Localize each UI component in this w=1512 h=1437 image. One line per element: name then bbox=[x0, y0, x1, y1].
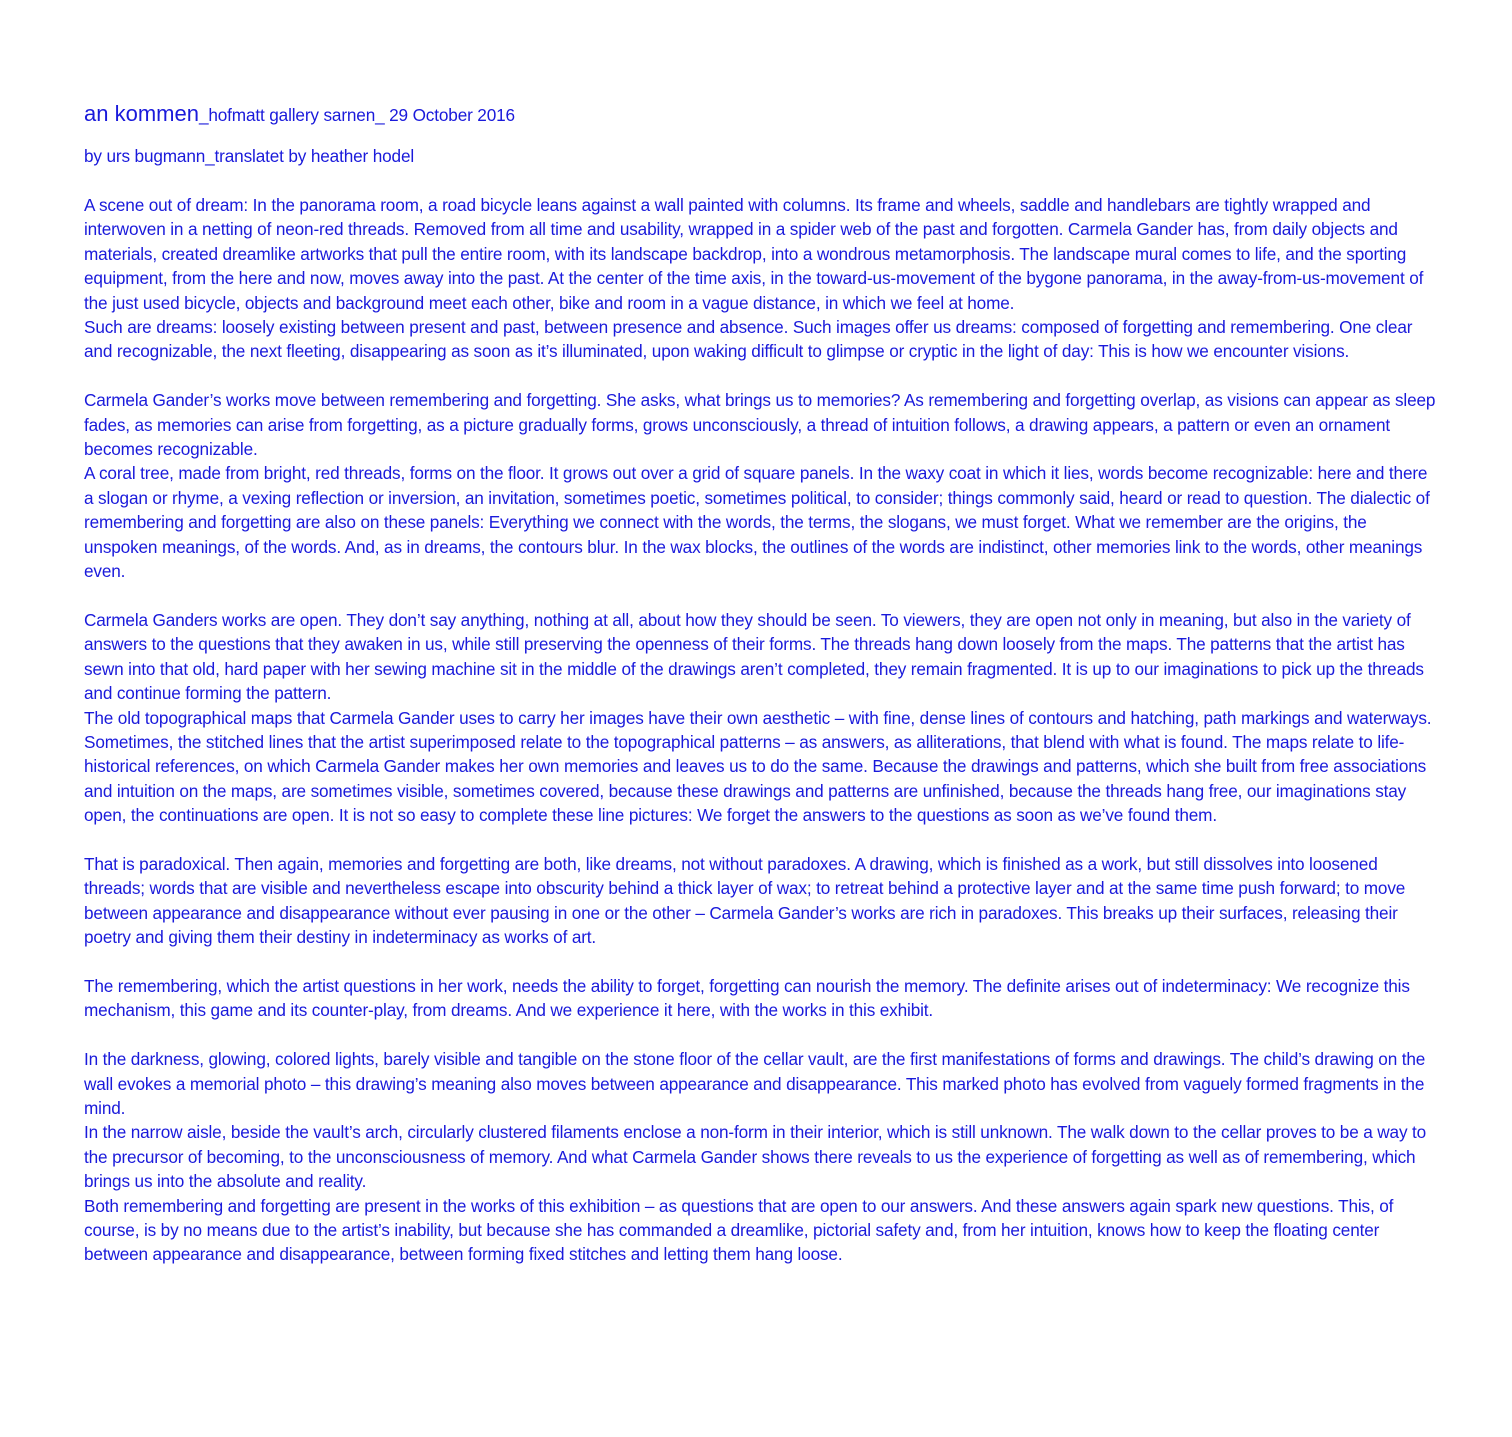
section-divider bbox=[84, 828, 1439, 852]
paragraph: The old topographical maps that Carmela Gander uses to carry her images have their own aesthetic – with fine, dense lines of contours and hatching, path markings and waterways. Sometimes, the stitched lines that the artist superimposed relate to the topographical patterns – as answers, as alliterations, that blend with what is found. The maps relate to life-historical references, on which Carmela Gander makes her own memories and leaves us to do the same. Because the drawings and patterns, which she built from free associations and intuition on the maps, are sometimes visible, sometimes covered, because these drawings and patterns are unfinished, because the threads hang free, our imaginations stay open, the continuations are open. It is not so easy to complete these line pictures: We forget the answers to the questions as soon as we’ve found them. bbox=[84, 707, 1432, 826]
paragraph: Both remembering and forgetting are present in the works of this exhibition – as questions that are open to our answers. And these answers again spark new questions. This, of course, is by no means due to the artist’s inability, but because she has commanded a dreamlike, pictorial safety and, from her intuition, knows how to keep the floating center between appearance and disappearance, between forming fixed stitches and letting them hang loose. bbox=[84, 1195, 1394, 1265]
paragraph: Such are dreams: loosely existing between present and past, between presence and absence. Such images offer us dreams: composed of forgetting and remembering. One clear and recognizable, the next fleeting, disappearing as soon as it’s illuminated, upon waking difficult to glimpse or cryptic in the light of day: This is how we encounter visions. bbox=[84, 317, 1413, 362]
paragraph: The remembering, which the artist questions in her work, needs the ability to forget, forgetting can nourish the memory. The definite arises out of indeterminacy: We recognize this mechanism, this game and its counter-play, from dreams. And we experience it here, with the works in this exhibit. bbox=[84, 975, 1410, 1021]
section-divider bbox=[84, 583, 1439, 607]
document-page bbox=[84, 96, 1439, 1267]
paragraph: A coral tree, made from bright, red threads, forms on the floor. It grows out over a grid of square panels. In the waxy coat in which it lies, words become recognizable: here and there a slogan or rhyme, a vexing reflection or inversion, an invitation, sometimes poetic, sometimes political, to consider; things commonly said, heard or read to question. The dialectic of remembering and forgetting are also on these panels: Everything we connect with the words, the terms, the slogans, we must forget. What we remember are the origins, the unspoken meanings, of the words. And, as in dreams, the contours blur. In the wax blocks, the outlines of the words are indistinct, other memories link to the words, other meanings even. bbox=[84, 463, 1430, 582]
section-divider bbox=[84, 1023, 1439, 1047]
paragraph: Carmela Ganders works are open. They don’t say anything, nothing at all, about how they should be seen. To viewers, they are open not only in meaning, but also in the variety of answers to the questions that they awaken in us, while still preserving the openness of their forms. The threads hang down loosely from the maps. The patterns that the artist has sewn into that old, hard paper with her sewing machine sit in the middle of the drawings aren’t completed, they remain fragmented. It is up to our imaginations to pick up the threads and continue forming the pattern. bbox=[84, 609, 1424, 704]
paragraph: A scene out of dream: In the panorama room, a road bicycle leans against a wall painted with columns. Its frame and wheels, saddle and handlebars are tightly wrapped and interwoven in a netting of neon-red threads. Removed from all time and usability, wrapped in a spider web of the past and forgotten. Carmela Gander has, from daily objects and materials, created dreamlike artworks that pull the entire room, with its landscape backdrop, into a wondrous metamorphosis. The landscape mural comes to life, and the sporting equipment, from the here and now, moves away into the past. At the center of the time axis, in the toward-us-movement of the bygone panorama, in the away-from-us-movement of the just used bicycle, objects and background meet each other, bike and room in a vague distance, in which we feel at home. bbox=[84, 195, 1424, 313]
title-sub: _hofmatt gallery sarnen_ 29 October 2016 bbox=[198, 105, 515, 125]
paragraph: Carmela Gander’s works move between remembering and forgetting. She asks, what brings us to memories? As remembering and forgetting overlap, as visions can appear as sleep fades, as memories can arise from forgetting, as a picture gradually forms, grows unconsciously, a thread of intuition follows, a drawing appears, a pattern or even an ornament becomes recognizable. bbox=[84, 390, 1436, 460]
paragraph: In the darkness, glowing, colored lights, barely visible and tangible on the stone floor of the cellar vault, are the first manifestations of forms and drawings. The child’s drawing on the wall evokes a memorial photo – this drawing’s meaning also moves between appearance and disappearance. This marked photo has evolved from vaguely formed fragments in the mind. bbox=[84, 1049, 1426, 1118]
paragraph: In the narrow aisle, beside the vault’s arch, circularly clustered filaments enclose a non-form in their interior, which is still unknown. The walk down to the cellar proves to be a way to the precursor of becoming, to the unconsciousness of memory. And what Carmela Gander shows there reveals to us the experience of forgetting as well as of remembering, which brings us into the absolute and reality. bbox=[84, 1122, 1427, 1192]
section-divider bbox=[84, 950, 1439, 974]
article-body bbox=[84, 193, 1439, 1267]
paragraph: That is paradoxical. Then again, memories and forgetting are both, like dreams, not without paradoxes. A drawing, which is finished as a work, but still dissolves into loosened threads; words that are visible and nevertheless escape into obscurity behind a thick layer of wax; to retreat behind a protective layer and at the same time push forward; to move between appearance and disappearance without ever pausing in one or the other – Carmela Gander’s works are rich in paradoxes. This breaks up their surfaces, releasing their poetry and giving them their destiny in indeterminacy as works of art. bbox=[84, 853, 1406, 948]
byline: by urs bugmann_translatet by heather hodel bbox=[84, 146, 415, 166]
title-main: an kommen bbox=[84, 101, 199, 126]
section-divider bbox=[84, 364, 1439, 388]
document-title bbox=[84, 96, 1439, 124]
